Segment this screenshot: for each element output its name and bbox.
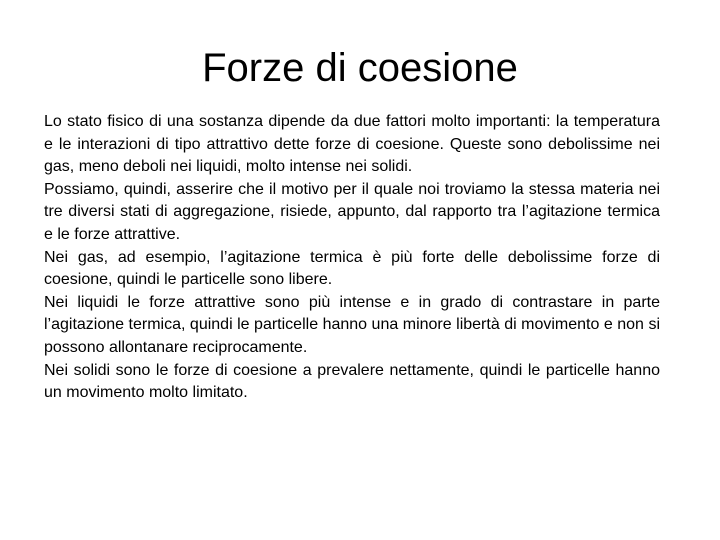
slide-title: Forze di coesione — [202, 46, 518, 90]
paragraph-stati-aggregazione: Possiamo, quindi, asserire che il motivo per il quale noi troviamo la stessa materia nei tre diversi stati di aggregazione, risiede, appunto, dal rapporto tra l’agitazione termica e le forze attrattive. — [44, 180, 660, 243]
paragraph-liquidi: Nei liquidi le forze attrattive sono più intense e in grado di contrastare in parte l’agitazione termica, quindi le particelle hanno una minore libertà di movimento e non si possono allontanare reciprocamente. — [44, 293, 660, 356]
slide-body — [44, 111, 660, 405]
paragraph-forze-intro: Lo stato fisico di una sostanza dipende da due fattori molto importanti: la temperatura e le interazioni di tipo attrattivo dette forze di coesione. Queste sono debolissime nei gas, meno deboli nei liquidi, molto intense nei solidi. — [44, 113, 660, 176]
paragraph-solidi: Nei solidi sono le forze di coesione a prevalere nettamente, quindi le particelle hanno un movimento molto limitato. — [44, 361, 660, 402]
paragraph-gas: Nei gas, ad esempio, l’agitazione termica è più forte delle debolissime forze di coesione, quindi le particelle sono libere. — [44, 248, 660, 289]
